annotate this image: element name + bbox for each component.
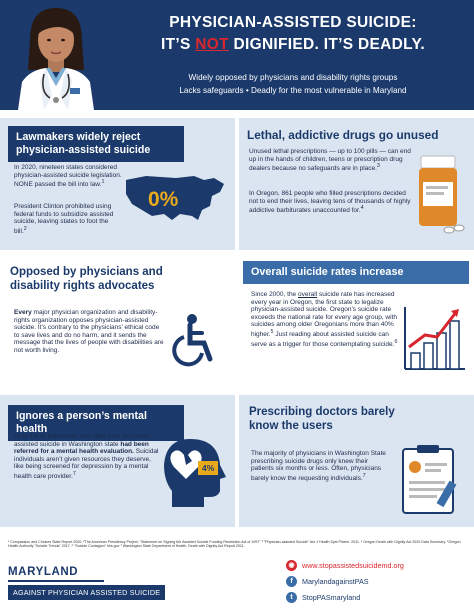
panel-lethal-text2: [249, 190, 411, 215]
subtitle-line1: Widely opposed by physicians and disability rights groups: [188, 73, 398, 82]
title-part-b: DIGNIFIED. IT’S DEADLY.: [228, 36, 425, 53]
lawmakers-p1-sup: 1: [101, 179, 105, 186]
panel-mental-text: [14, 433, 162, 481]
panel-lawmakers: [0, 118, 235, 250]
opposed-p1: major physician organization and disability-rights organization opposes physician-assisted suicide. It’s contrary to the physicians’ ethical code to save lives and do no harm, and it sends the message that the lives of people with disabilities are not worth living.: [14, 309, 164, 354]
mental-p1-bold: had been referred for a mental health evaluation.: [14, 440, 149, 456]
panel-lawmakers-text2: [14, 203, 122, 236]
rising-bar-chart-icon: [401, 303, 467, 373]
panel-lawmakers-text1: [14, 164, 122, 189]
mental-p1-a: Only 4% of individuals who died from physician-assisted suicide in Washington state: [14, 433, 152, 448]
panel-opposed-title-line2: disability rights advocates: [10, 280, 155, 292]
mental-p1-c: Suicidal individuals aren’t given resources they deserve, like being screened for depression by a mental health care provider.: [14, 448, 159, 481]
doctor-illustration: [0, 0, 112, 110]
panel-lethal: [239, 118, 474, 250]
header-banner: [0, 0, 474, 110]
panel-lawmakers-title-line1: Lawmakers widely reject: [16, 131, 141, 143]
panel-overall-title: Overall suicide rates increase: [243, 261, 469, 284]
logo-tagline: AGAINST PHYSICIAN ASSISTED SUICIDE: [8, 585, 165, 600]
footnotes: ¹ Compassion and Choices State Report 2020. ²The American Presidency Project, "Statement on Signing the Assisted Suicide Funding Restriction Act of 1997" ³ "Physician-assisted Suicide" Are J Health Syst Pharm. 2011. ⁴ Oregon Death with Dignity Act 2020 Data Summary. ⁵Oregon Health Authority "Suicide Trends" 2017. ⁶ "Suicide Contagion" hhs.gov ⁷ Washington State Department of Health, Death with Dignity Act Report 2011.: [8, 540, 461, 549]
panel-opposed-text: [14, 309, 164, 355]
overall-p1-a: Since 2000, the: [251, 291, 298, 298]
globe-icon: ◉: [286, 560, 297, 571]
panel-overall-text: [251, 291, 399, 348]
opposed-p1-bold: Every: [14, 309, 32, 316]
lethal-p1-sup: 3: [376, 163, 380, 170]
panel-prescribing-title: [249, 405, 395, 433]
facebook-text: MarylandagainstPAS: [302, 577, 369, 586]
panel-lawmakers-title-line2: physician-assisted suicide: [16, 144, 151, 156]
title-part-a: IT’S: [161, 36, 196, 53]
panel-mental: [0, 395, 235, 527]
overall-p1-c: Just reading about assisted suicide can serve as a trigger for those contemplating suicide.: [251, 331, 395, 348]
panel-lawmakers-title: [8, 126, 184, 162]
twitter-icon: t: [286, 592, 297, 603]
wheelchair-icon: [170, 313, 220, 369]
overall-p1-b: suicide rate has increased every year in Oregon, the first state to legalize physician-assisted suicide. Oregon’s suicide rate exceeds the national rate for every age group, with suicides among older Oregonians more than 40% higher.: [251, 291, 397, 339]
panel-prescribing: [239, 395, 474, 527]
lawmakers-p2: President Clinton prohibited using federal funds to subsidize assisted suicide, leaving states to foot the bill.: [14, 203, 114, 235]
subtitle-line2: Lacks safeguards • Deadly for the most vulnerable in Maryland: [179, 86, 407, 95]
page-title-line1: PHYSICIAN-ASSISTED SUICIDE:: [169, 14, 417, 31]
twitter-link[interactable]: [286, 592, 360, 603]
lethal-p1: Unused lethal prescriptions — up to 100 pills — can end up in the hands of children, teens or prescription drug dealers because no safeguards are in place.: [249, 148, 411, 173]
lethal-p2-sup: 4: [360, 205, 364, 212]
lawmakers-p1: In 2020, nineteen states considered physician-assisted suicide legislation. NONE passed the bill into law.: [14, 164, 122, 189]
title-not-emphasis: NOT: [195, 36, 229, 53]
page-title-line2: [118, 36, 468, 54]
website-text: www.stopassistedsuicidemd.org: [302, 561, 404, 570]
panel-opposed-title-line1: Opposed by physicians and: [10, 266, 163, 278]
panel-prescribing-title-line2: know the users: [249, 420, 333, 432]
clipboard-icon: [397, 443, 467, 517]
mental-p1-sup: 7: [72, 470, 76, 477]
overall-p1-sup2: 6: [394, 338, 398, 345]
twitter-text: StopPASmaryland: [302, 593, 361, 602]
panel-mental-title: Ignores a person’s mental health: [8, 405, 184, 441]
panel-lethal-text1: [249, 148, 411, 173]
panel-lethal-title: Lethal, addictive drugs go unused: [247, 128, 439, 142]
facebook-icon: f: [286, 576, 297, 587]
organization-logo: [8, 566, 183, 606]
prescribing-p1: The majority of physicians in Washington State prescribing suicide drugs only knew their patients six months or less. Often, physicians barely know the requesting individuals.: [251, 450, 386, 482]
facebook-link[interactable]: [286, 576, 369, 587]
prescribing-p1-sup: 7: [362, 472, 366, 479]
panel-prescribing-text: [251, 450, 391, 483]
panel-overall: [239, 253, 474, 385]
head-broken-heart-icon: [160, 435, 232, 509]
four-percent-badge: 4%: [198, 461, 218, 475]
website-link[interactable]: [286, 560, 404, 571]
pill-bottle-icon: [411, 152, 469, 234]
zero-percent-label: 0%: [148, 188, 179, 211]
panel-opposed-title: [10, 265, 230, 293]
lawmakers-p2-sup: 2: [23, 225, 27, 232]
lethal-p2: In Oregon, 861 people who filled prescriptions decided not to end their lives, leaving tens of thousands of highly addictive barbiturates unaccounted for.: [249, 190, 411, 215]
panel-opposed: [0, 253, 235, 385]
panel-prescribing-title-line1: Prescribing doctors barely: [249, 406, 395, 418]
overall-p1-sup: 5: [270, 328, 274, 335]
logo-maryland: MARYLAND: [8, 566, 104, 582]
overall-p1-underline: overall: [297, 291, 318, 298]
